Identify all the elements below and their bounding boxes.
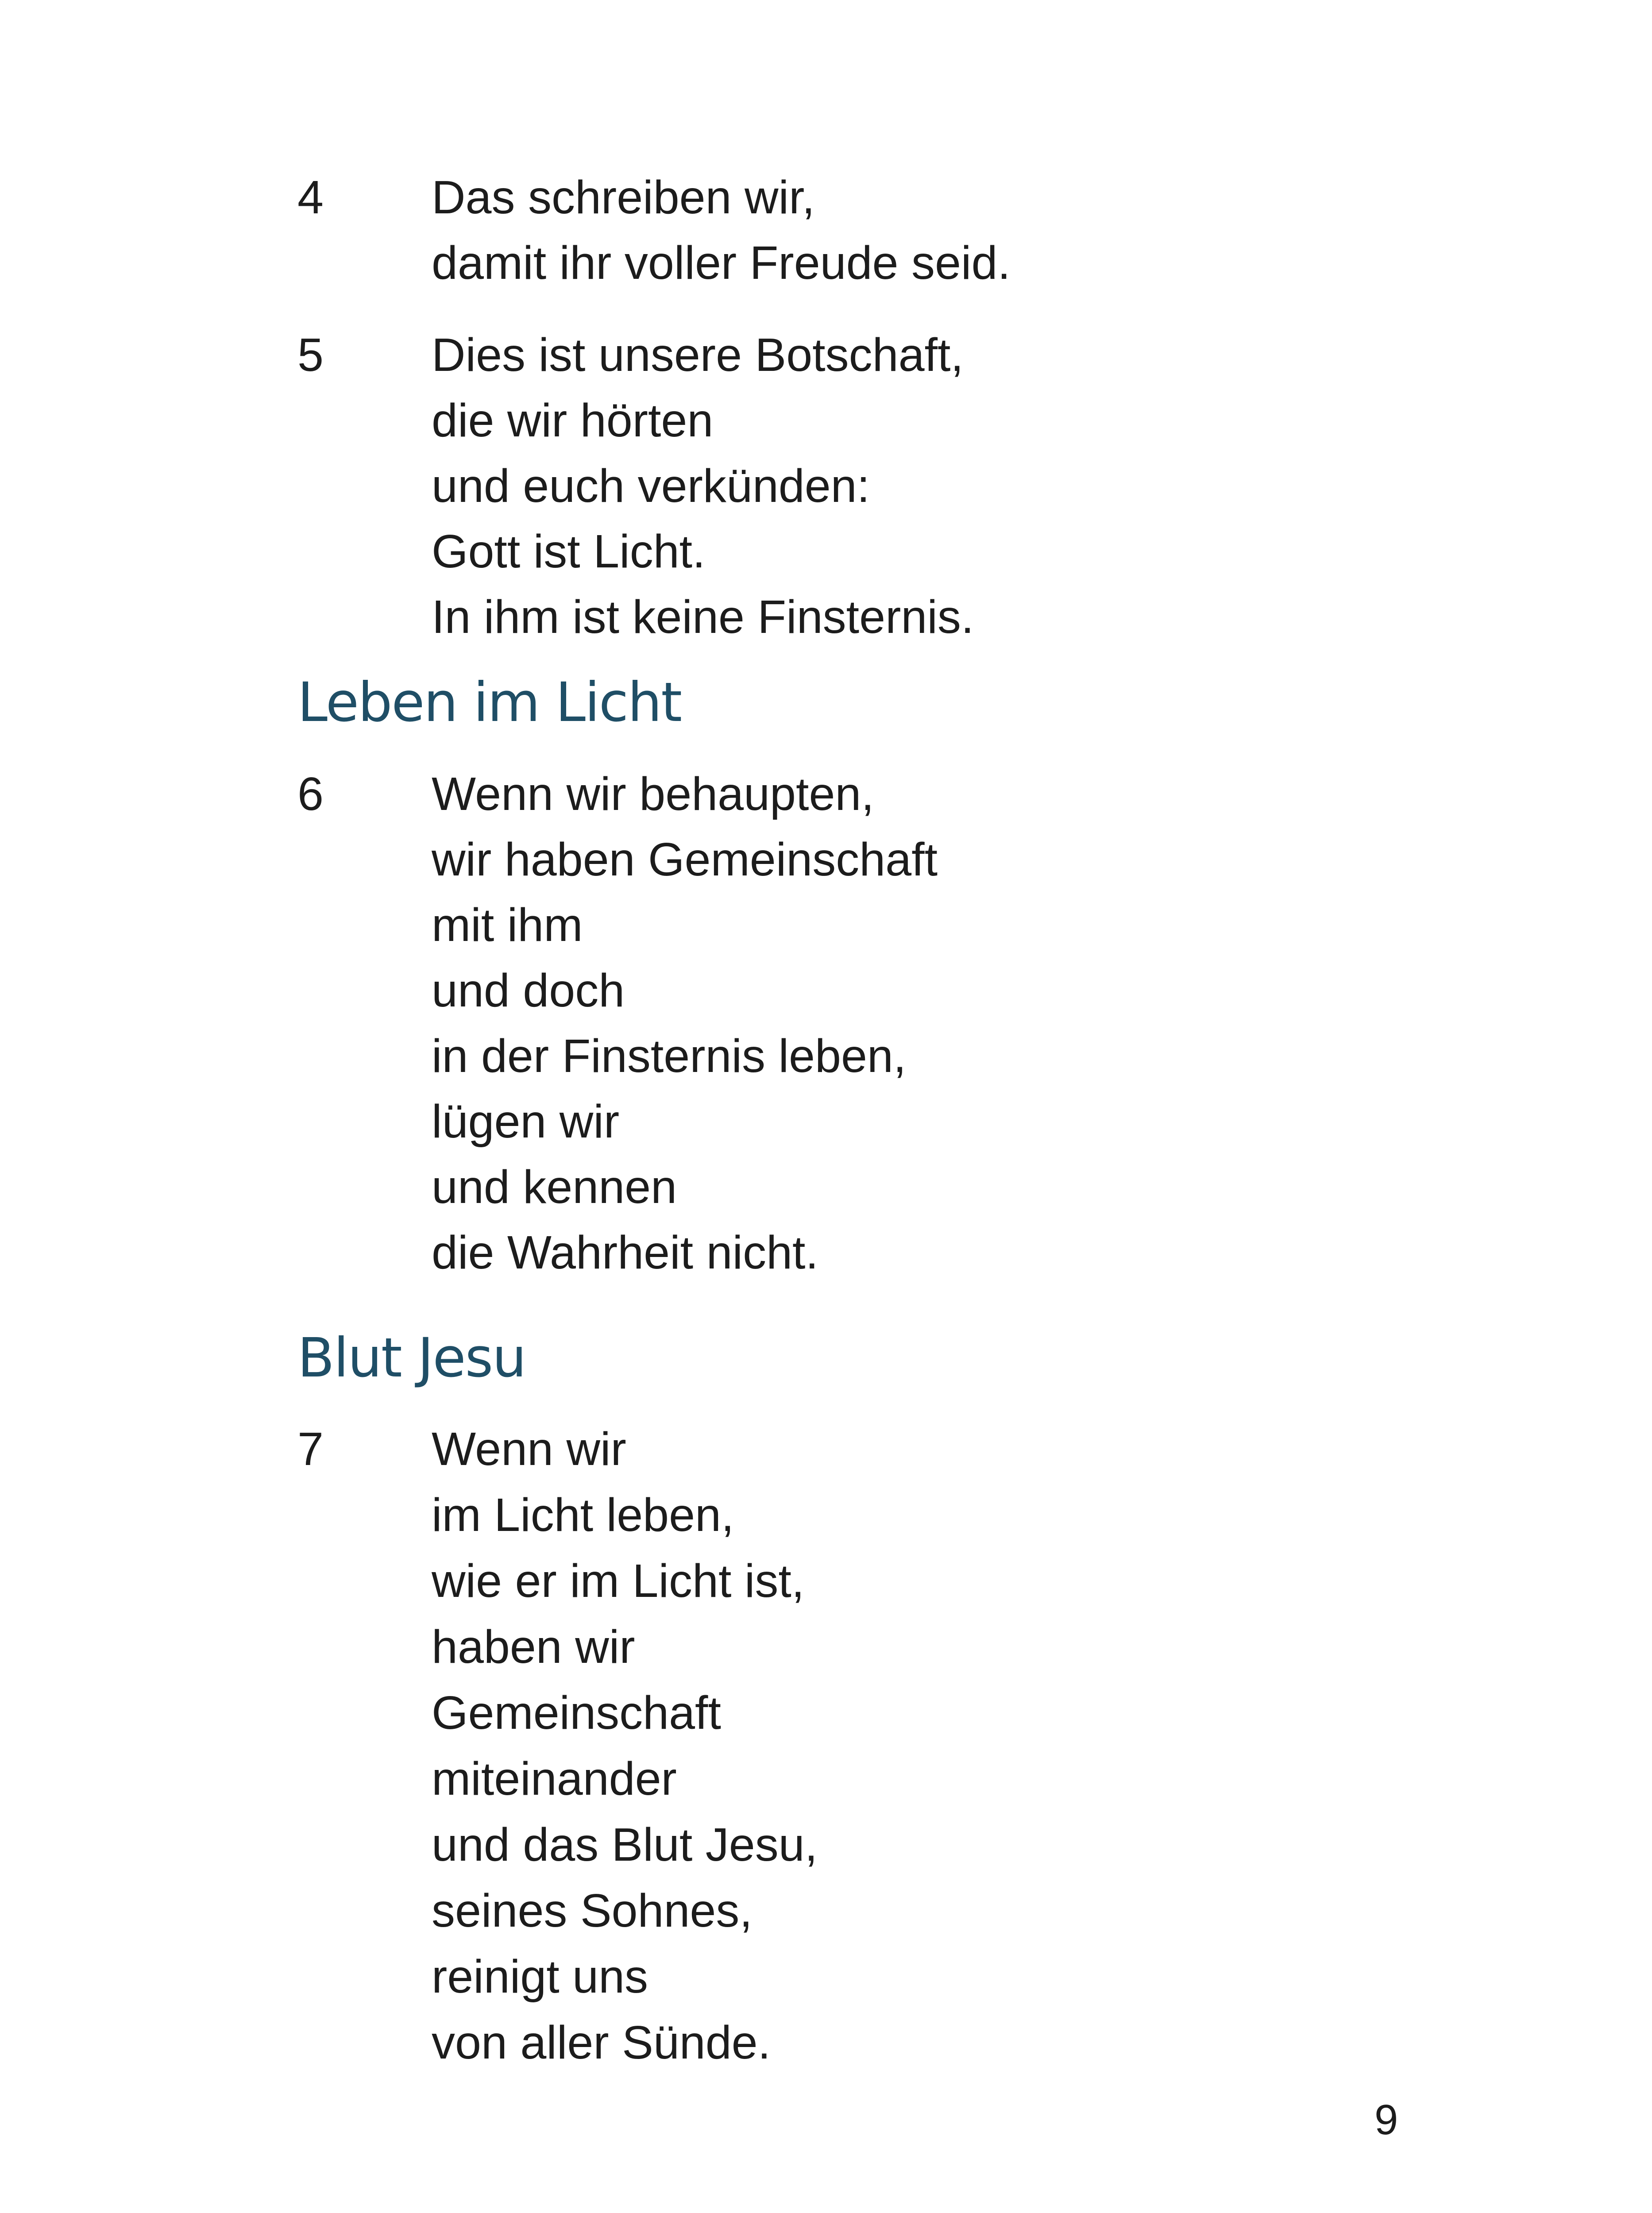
verse-line: Gemeinschaft [432, 1687, 721, 1739]
verse-line: im Licht leben, [432, 1489, 734, 1541]
section-heading-leben-im-licht: Leben im Licht [297, 671, 682, 734]
verse-line: in der Finsternis leben, [432, 1030, 907, 1082]
verse-line: von aller Sünde. [432, 2016, 771, 2069]
verse-line: Gott ist Licht. [432, 525, 706, 578]
section-heading-blut-jesu: Blut Jesu [297, 1326, 526, 1389]
verse-line: und das Blut Jesu, [432, 1819, 818, 1871]
page-number: 9 [1374, 2096, 1398, 2144]
verse-number: 5 [297, 329, 324, 381]
verse-lines [432, 322, 974, 650]
verse-lines [432, 1416, 818, 2076]
verse-number: 6 [297, 768, 324, 820]
verse-line: wir haben Gemeinschaft [432, 833, 938, 886]
verse-line: die wir hörten [432, 394, 714, 447]
verse-line: und kennen [432, 1161, 677, 1213]
verse-number: 4 [297, 171, 324, 224]
verse-line: wie er im Licht ist, [432, 1555, 805, 1607]
verse-line: Wenn wir [432, 1423, 626, 1475]
verse-line: lügen wir [432, 1095, 620, 1148]
verse-line: die Wahrheit nicht. [432, 1226, 818, 1279]
verse-line: Das schreiben wir, [432, 171, 815, 224]
verse-line: mit ihm [432, 899, 583, 951]
verse-line: und euch verkünden: [432, 460, 870, 512]
verse-line: haben wir [432, 1621, 635, 1673]
verse-line: damit ihr voller Freude seid. [432, 237, 1011, 289]
verse-line: Dies ist unsere Botschaft, [432, 329, 964, 381]
verse-line: und doch [432, 964, 625, 1017]
verse-line: miteinander [432, 1753, 677, 1805]
verse-line: Wenn wir behaupten, [432, 768, 874, 820]
verse-line: In ihm ist keine Finsternis. [432, 591, 974, 643]
verse-line: seines Sohnes, [432, 1885, 753, 1937]
verse-line: reinigt uns [432, 1951, 648, 2003]
verse-number: 7 [297, 1423, 324, 1475]
verse-lines [432, 761, 938, 1285]
verse-lines [432, 165, 1011, 296]
